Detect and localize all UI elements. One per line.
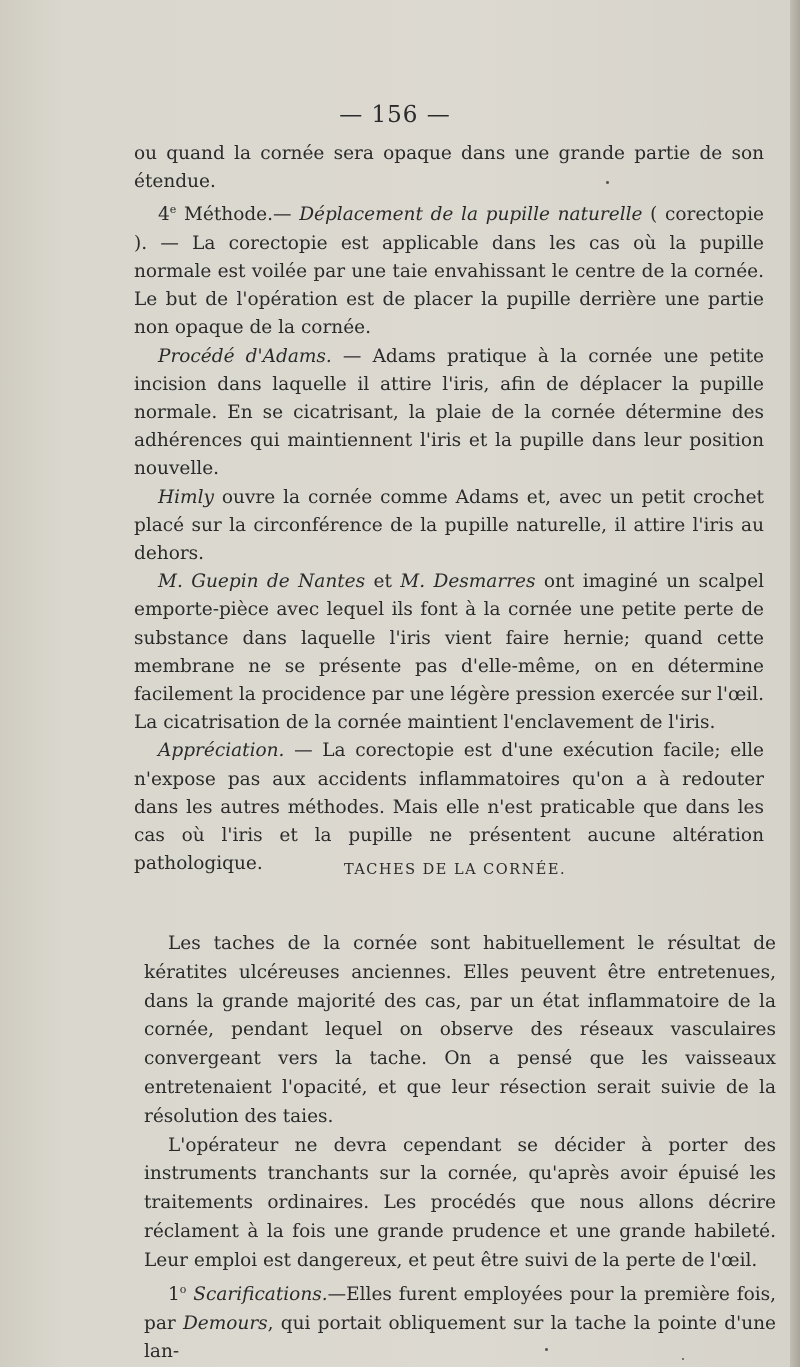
- text-run: 1: [168, 1283, 180, 1305]
- text-run: 4: [158, 204, 170, 226]
- text-run: Les taches de la cornée sont habituellement le résultat de kératites ulcéreuses anciennes. Elles peuvent être entretenues, dans la grande majorité des cas, par un état inflammatoire de la cornée, pendant lequel on observe des réseaux vasculaires convergeant vers la tache. On a pensé que les vaisseaux entretenaient l'opacité, et que leur résection serait suivie de la résolution des taies.: [144, 933, 776, 1127]
- text-run: — Adams pratique à la cornée une petite incision dans laquelle il attire l'iris, afin de déplacer la pupille normale. En se cicatrisant, la plaie de la cornée détermine des adhérences qui maintiennent l'iris et la pupille dans leur position nouvelle.: [134, 345, 764, 480]
- text-run: et: [365, 571, 401, 593]
- ink-speck: [606, 181, 609, 184]
- italic-text: Procédé d'Adams.: [158, 345, 332, 367]
- text-run: ou quand la cornée sera opaque dans une grande partie de son étendue.: [134, 143, 764, 193]
- paragraph: [134, 343, 764, 484]
- text-run: Méthode.—: [176, 204, 300, 226]
- italic-text: Appréciation.: [158, 740, 285, 762]
- section-heading: TACHES DE LA CORNÉE.: [343, 862, 567, 878]
- page-number: — 156 —: [339, 102, 451, 128]
- superscript: o: [179, 1282, 187, 1296]
- paragraph: [134, 737, 764, 878]
- paragraph: [134, 140, 764, 196]
- paragraph: [134, 484, 764, 569]
- paragraph: [134, 196, 764, 342]
- superscript: e: [169, 203, 177, 217]
- ink-speck: [545, 1348, 548, 1351]
- paragraph: [144, 930, 776, 1132]
- page-edge: [790, 0, 800, 1367]
- italic-text: M. Guepin de Nantes: [158, 571, 366, 593]
- italic-text: Himly: [158, 486, 214, 508]
- paragraph: [134, 568, 764, 737]
- text-run: ( corectopie ). — La corectopie est applicable dans les cas où la pupille normale est voilée par une taie envahissant le centre de la cornée. Le but de l'opération est de placer la pupille derrière une partie non opaque de la cornée.: [134, 204, 764, 339]
- text-run: —Elles furent employées pour la première fois, par: [144, 1283, 776, 1334]
- text-run: , qui portait obliquement sur la tache la pointe d'une lan-: [144, 1312, 776, 1363]
- text-run: L'opérateur ne devra cependant se décider à porter des instruments tranchants sur la cornée, qu'après avoir épuisé les traitements ordinaires. Les procédés que nous allons décrire réclament à la fois une grande prudence et une grande habileté. Leur emploi est dangereux, et peut être suivi de la perte de l'œil.: [144, 1134, 776, 1271]
- text-run: — La corectopie est d'une exécution facile; elle n'expose pas aux accidents inflammatoires qu'on a à redouter dans les autres méthodes. Mais elle n'est praticable que dans les cas où l'iris et la pupille ne présentent aucune altération pathologique.: [134, 740, 764, 875]
- italic-text: Demours: [182, 1312, 268, 1334]
- italic-text: M. Desmarres: [400, 571, 536, 593]
- body-text-upper: [134, 140, 764, 878]
- italic-text: Scarifications.: [193, 1283, 328, 1305]
- paragraph: [144, 1132, 776, 1276]
- text-run: ont imaginé un scalpel emporte-pièce avec lequel ils font à la cornée une petite perte de substance dans laquelle l'iris vient faire hernie; quand cette membrane ne se présente pas d'elle-même, on en détermine facilement la procidence par une légère pression exercée sur l'œil. La cicatrisation de la cornée maintient l'enclavement de l'iris.: [134, 571, 764, 734]
- ink-speck: [682, 1358, 684, 1360]
- body-text-lower: [144, 930, 776, 1367]
- text-run: ouvre la cornée comme Adams et, avec un petit crochet placé sur la circonférence de la pupille naturelle, il attire l'iris au dehors.: [134, 486, 764, 564]
- paragraph: [144, 1276, 776, 1367]
- italic-text: Déplacement de la pupille naturelle: [299, 204, 643, 226]
